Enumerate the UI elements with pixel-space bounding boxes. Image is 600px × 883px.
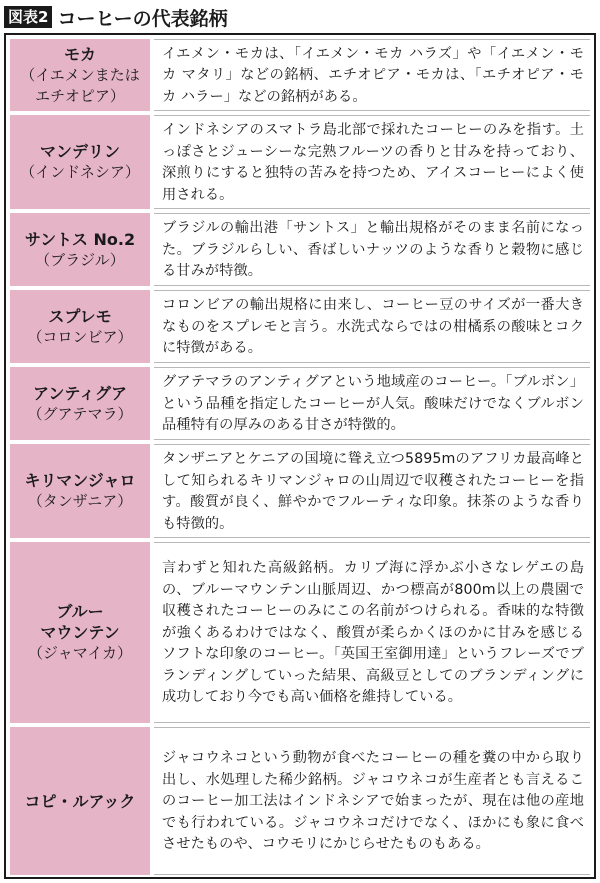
description-text: ジャコウネコという動物が食べたコーヒーの種を糞の中から取り出し、水処理した稀少銘柄。ジャコウネコが生産者とも言えるこのコーヒー加工法はインドネシアで始まったが、現在は他の産地でも行われている。ジャコウネコだけでなく、ほかにも象に食べさせたものや、コウモリにかじらせたものもある。 bbox=[162, 750, 584, 853]
origin-line: （コロンビア） bbox=[27, 327, 133, 346]
brand-name: コピ・ルアック bbox=[24, 791, 136, 811]
brand-name: マンデリン bbox=[39, 142, 120, 161]
row-label-santos bbox=[10, 213, 150, 286]
row-label-mocha bbox=[10, 39, 150, 111]
row-desc-kopi-luwak bbox=[154, 727, 590, 875]
origin-line: （タンザニア） bbox=[27, 492, 133, 510]
brand-name: モカ bbox=[63, 44, 96, 64]
origin-line: （ジャマイカ） bbox=[28, 644, 132, 662]
origin-line: エチオピア） bbox=[35, 86, 125, 105]
description-text: 言わずと知れた高級銘柄。カリブ海に浮かぶ小さなレゲエの島の、ブルーマウンテン山脈周辺、かつ標高が800m以上の農園で収穫されたコーヒーのみにこの名前がつけられる。香味的な特徴が強くあるわけではなく、酸質が柔らかくほのかに甘みを感じるソフトな印象のコーヒー。「英国王室御用達」というフレーズでブランディングしていった結果、高級豆としてのブランディングに成功しており今でも高い価格を維持している。 bbox=[162, 560, 584, 706]
row-desc-supremo bbox=[154, 290, 590, 363]
brand-name: キリマンジャロ bbox=[24, 471, 136, 490]
coffee-table-grid bbox=[10, 39, 590, 873]
row-desc-mandheling bbox=[154, 115, 590, 209]
origin-line: （ブラジル） bbox=[35, 250, 125, 269]
brand-name: スプレモ bbox=[48, 306, 112, 326]
origin-line: （イエメンまたは bbox=[20, 65, 140, 84]
row-label-kopi-luwak bbox=[10, 727, 150, 875]
coffee-table bbox=[4, 33, 596, 879]
brand-name: サントス No.2 bbox=[24, 229, 136, 249]
row-label-mandheling bbox=[10, 115, 150, 209]
row-desc-mocha bbox=[154, 39, 590, 111]
row-label-blue-mountain bbox=[10, 542, 150, 723]
description-text: タンザニアとケニアの国境に聳え立つ5895mのアフリカ最高峰として知られるキリマンジャロの山周辺で収穫されたコーヒーを指す。酸質が良く、鮮やかでフルーティな印象。抹茶のような香りも特徴的。 bbox=[162, 451, 584, 532]
row-label-antigua bbox=[10, 367, 150, 440]
origin-line: （グアテマラ） bbox=[27, 404, 133, 423]
description-text: インドネシアのスマトラ島北部で採れたコーヒーのみを指す。土っぽさとジューシーな完熟フルーツの香りと甘みを持っており、深煎りにすると独特の苦みを持つため、アイスコーヒーによく使用される。 bbox=[162, 122, 584, 203]
figure-badge: 図表2 bbox=[4, 6, 52, 28]
brand-name: ブルー bbox=[56, 602, 104, 621]
figure-header bbox=[4, 3, 228, 31]
description-text: ブラジルの輸出港「サントス」と輸出規格がそのまま名前になった。ブラジルらしい、香ばしいナッツのような香りと穀物に感じる甘みが特徴。 bbox=[162, 220, 584, 280]
row-label-supremo bbox=[10, 290, 150, 363]
figure-title: コーヒーの代表銘柄 bbox=[57, 7, 228, 30]
row-desc-santos bbox=[154, 213, 590, 286]
description-text: コロンビアの輸出規格に由来し、コーヒー豆のサイズが一番大きなものをスプレモと言う。水洗式ならではの柑橘系の酸味とコクに特徴がある。 bbox=[162, 297, 584, 357]
brand-name: アンティグア bbox=[32, 383, 128, 403]
description-text: グアテマラのアンティグアという地域産のコーヒー。「ブルボン」という品種を指定したコーヒーが人気。酸味だけでなくブルボン品種特有の厚みのある甘さが特徴的。 bbox=[162, 374, 584, 434]
row-desc-kilimanjaro bbox=[154, 444, 590, 538]
row-desc-antigua bbox=[154, 367, 590, 440]
row-desc-blue-mountain bbox=[154, 542, 590, 723]
brand-name-line2: マウンテン bbox=[40, 623, 120, 642]
description-text: イエメン・モカは、「イエメン・モカ ハラズ」や「イエメン・モカ マタリ」などの銘柄、エチオピア・モカは、「エチオピア・モカ ハラー」などの銘柄がある。 bbox=[162, 45, 584, 105]
origin-line: （インドネシア） bbox=[20, 163, 140, 181]
row-label-kilimanjaro bbox=[10, 444, 150, 538]
